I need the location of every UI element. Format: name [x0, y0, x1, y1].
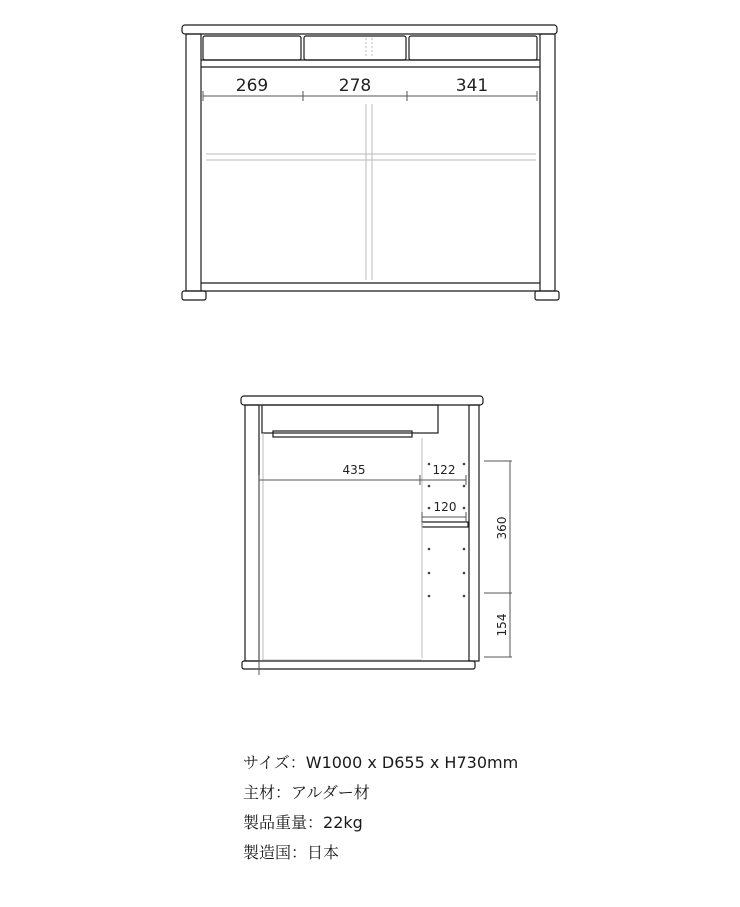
- spec-weight-separator: ：: [307, 813, 324, 832]
- spec-material: [243, 778, 518, 808]
- side-right-leg: [469, 405, 479, 661]
- spec-size-label: サイズ: [243, 753, 290, 772]
- spec-weight: [243, 808, 518, 838]
- spec-material-value: アルダー材: [291, 783, 370, 802]
- spec-origin-value: 日本: [307, 843, 340, 862]
- side-depth-label: 435: [342, 463, 366, 477]
- side-top-board: [241, 396, 483, 405]
- side-dimension-lines: [259, 461, 512, 675]
- front-inner-lines: [206, 38, 536, 280]
- side-bottom-rail: [242, 661, 475, 669]
- drawer-width-right: 341: [455, 76, 489, 96]
- drawer-front-left: [203, 36, 301, 60]
- height-upper-label: 360: [495, 516, 509, 540]
- spec-size-separator: ：: [289, 753, 306, 772]
- side-shelf: [422, 522, 468, 527]
- spec-list: [243, 748, 518, 868]
- spec-size: [243, 748, 518, 778]
- shelf-pin-holes: [428, 463, 466, 598]
- side-drawer-bottom: [273, 431, 412, 437]
- spec-origin: [243, 838, 518, 868]
- spec-weight-label: 製品重量: [243, 813, 308, 832]
- front-right-foot: [535, 291, 559, 300]
- spec-size-value: W1000 x D655 x H730mm: [305, 753, 519, 772]
- drawer-front-middle: [304, 36, 406, 60]
- front-view: [182, 25, 559, 300]
- height-lower-label: 154: [495, 613, 509, 637]
- side-view: [241, 396, 483, 669]
- side-left-leg: [245, 405, 259, 661]
- shelf-depth-top-label: 122: [432, 463, 456, 477]
- spec-origin-separator: ：: [291, 843, 308, 862]
- side-drawer: [262, 405, 438, 433]
- spec-origin-label: 製造国: [243, 843, 292, 862]
- spec-weight-value: 22kg: [323, 813, 363, 832]
- drawer-width-left: 269: [235, 76, 269, 96]
- front-top-board: [182, 25, 557, 34]
- front-left-foot: [182, 291, 206, 300]
- spec-material-separator: ：: [275, 783, 292, 802]
- front-left-leg: [186, 34, 201, 291]
- drawer-front-right: [409, 36, 537, 60]
- front-right-leg: [540, 34, 555, 291]
- spec-material-label: 主材: [243, 783, 276, 802]
- drawer-width-middle: 278: [338, 76, 372, 96]
- shelf-depth-mid-label: 120: [433, 500, 457, 514]
